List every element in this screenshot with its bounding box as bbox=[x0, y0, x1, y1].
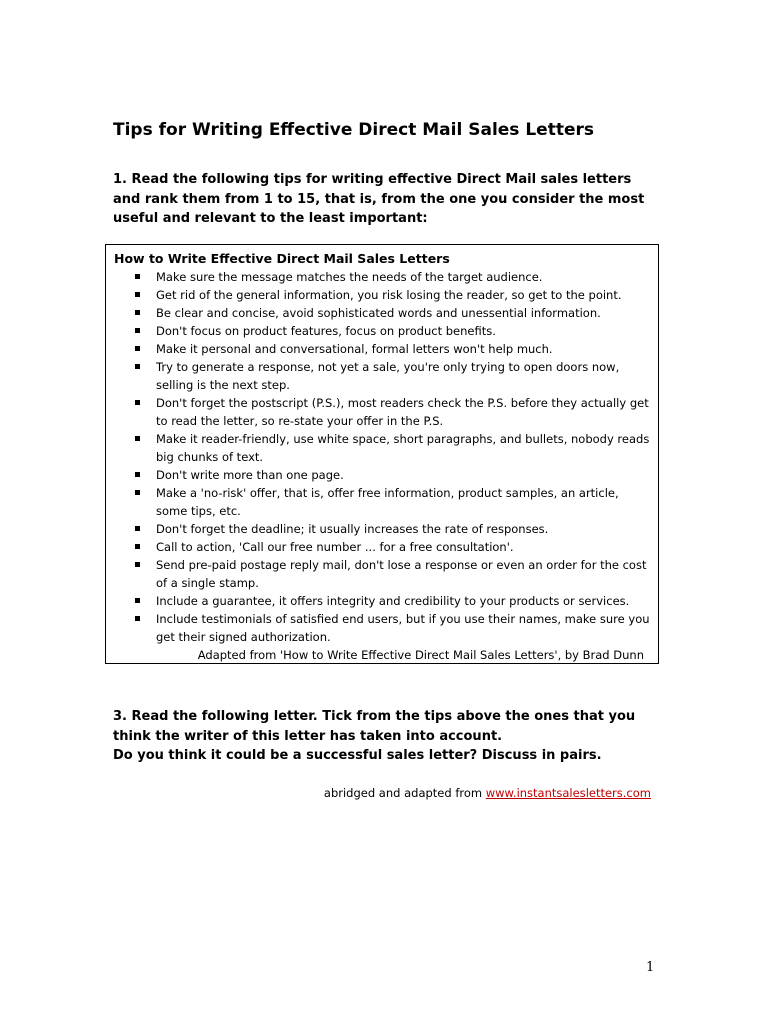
tip-text: Make sure the message matches the needs of the target audience. bbox=[156, 270, 543, 284]
tip-item bbox=[114, 430, 650, 466]
tip-item bbox=[114, 286, 650, 304]
source-credit bbox=[113, 786, 651, 800]
tip-item bbox=[114, 322, 650, 340]
tip-item bbox=[114, 304, 650, 322]
tip-item bbox=[114, 484, 650, 520]
instruction-3-line1: 3. Read the following letter. Tick from the tips above the ones that you think the writer of this letter has taken into account. bbox=[113, 709, 636, 744]
tip-text: Call to action, 'Call our free number ... for a free consultation'. bbox=[156, 540, 514, 554]
square-bullet-icon bbox=[135, 310, 140, 315]
square-bullet-icon bbox=[135, 328, 140, 333]
square-bullet-icon bbox=[135, 526, 140, 531]
tip-text: Include testimonials of satisfied end users, but if you use their names, make sure you get their signed authorization. bbox=[156, 612, 650, 644]
tips-attribution: Adapted from 'How to Write Effective Direct Mail Sales Letters', by Brad Dunn bbox=[197, 648, 644, 662]
tip-item bbox=[114, 394, 650, 430]
square-bullet-icon bbox=[135, 292, 140, 297]
instruction-3-line2: Do you think it could be a successful sales letter? Discuss in pairs. bbox=[113, 748, 602, 763]
tip-text: Don't forget the postscript (P.S.), most readers check the P.S. before they actually get to read the letter, so re-state your offer in the P.S. bbox=[156, 396, 649, 428]
instruction-3 bbox=[113, 707, 648, 766]
square-bullet-icon bbox=[135, 490, 140, 495]
square-bullet-icon bbox=[135, 544, 140, 549]
tip-text: Send pre-paid postage reply mail, don't lose a response or even an order for the cost of a single stamp. bbox=[156, 558, 647, 590]
tip-item bbox=[114, 466, 650, 484]
square-bullet-icon bbox=[135, 598, 140, 603]
tips-box bbox=[105, 244, 659, 664]
tip-text: Don't forget the deadline; it usually increases the rate of responses. bbox=[156, 522, 549, 536]
tip-text: Be clear and concise, avoid sophisticated words and unessential information. bbox=[156, 306, 601, 320]
source-prefix: abridged and adapted from bbox=[323, 786, 483, 800]
square-bullet-icon bbox=[135, 274, 140, 279]
tip-text: Try to generate a response, not yet a sale, you're only trying to open doors now, selling is the next step. bbox=[156, 360, 620, 392]
tip-text: Make it reader-friendly, use white space, short paragraphs, and bullets, nobody reads big chunks of text. bbox=[156, 432, 650, 464]
tips-list bbox=[114, 268, 650, 646]
document-title: Tips for Writing Effective Direct Mail Sales Letters bbox=[113, 120, 594, 140]
tip-text: Make a 'no-risk' offer, that is, offer free information, product samples, an article, some tips, etc. bbox=[156, 486, 619, 518]
square-bullet-icon bbox=[135, 364, 140, 369]
square-bullet-icon bbox=[135, 400, 140, 405]
tip-item bbox=[114, 610, 650, 646]
tip-item bbox=[114, 592, 650, 610]
tip-item bbox=[114, 340, 650, 358]
square-bullet-icon bbox=[135, 616, 140, 621]
tip-item bbox=[114, 556, 650, 592]
square-bullet-icon bbox=[135, 346, 140, 351]
source-link[interactable]: www.instantsalesletters.com bbox=[485, 786, 651, 800]
page-number: 1 bbox=[646, 960, 655, 975]
tip-item bbox=[114, 358, 650, 394]
tip-item bbox=[114, 538, 650, 556]
square-bullet-icon bbox=[135, 562, 140, 567]
tip-item bbox=[114, 520, 650, 538]
tip-text: Make it personal and conversational, formal letters won't help much. bbox=[156, 342, 553, 356]
instruction-1: 1. Read the following tips for writing effective Direct Mail sales letters and rank them from 1 to 15, that is, from the one you consider the most useful and relevant to the least important: bbox=[113, 172, 645, 226]
tip-item bbox=[114, 268, 650, 286]
tip-text: Don't focus on product features, focus on product benefits. bbox=[156, 324, 496, 338]
square-bullet-icon bbox=[135, 472, 140, 477]
tip-text: Get rid of the general information, you risk losing the reader, so get to the point. bbox=[156, 288, 622, 302]
square-bullet-icon bbox=[135, 436, 140, 441]
tip-text: Don't write more than one page. bbox=[156, 468, 344, 482]
tips-box-heading: How to Write Effective Direct Mail Sales Letters bbox=[114, 251, 450, 266]
tip-text: Include a guarantee, it offers integrity and credibility to your products or services. bbox=[156, 594, 630, 608]
